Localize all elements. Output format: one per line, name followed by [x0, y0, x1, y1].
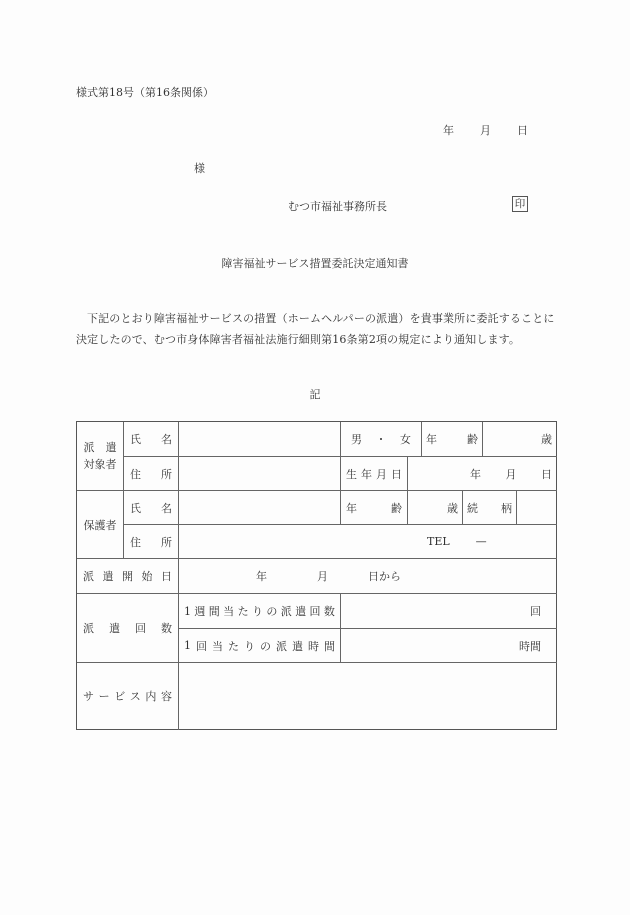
guardian-relation-label: 続 柄	[467, 501, 512, 515]
per-week-label: 1 週 間 当 た り の 派 遣 回 数	[184, 604, 335, 618]
guardian-name-field[interactable]	[179, 491, 340, 524]
ki-heading: 記	[309, 388, 321, 401]
per-visit-field[interactable]: 時間	[519, 639, 541, 653]
addressee-suffix: 様	[194, 162, 205, 175]
guardian-age-field[interactable]: 歳	[447, 501, 458, 515]
form-number: 様式第18号（第16条関係）	[76, 86, 214, 99]
per-visit-label: 1 回 当 た り の 派 遣 時 間	[184, 639, 335, 653]
dispatch-table	[76, 421, 557, 730]
target-address-label: 住 所	[130, 467, 172, 481]
body-paragraph: 下記のとおり障害福祉サービスの措置（ホームヘルパーの派遣）を貴事業所に委託することに決定したので、むつ市身体障害者福祉法施行細則第16条第2項の規定により通知します。	[76, 312, 555, 346]
target-name-field[interactable]	[179, 422, 340, 456]
per-week-field[interactable]: 回	[530, 605, 541, 618]
guardian-age-label: 年 齢	[346, 501, 402, 515]
date-month: 月	[480, 124, 491, 137]
guardian-label: 保護者	[83, 518, 117, 532]
birthdate-field[interactable]: 年 月 日	[470, 467, 552, 481]
guardian-address-field[interactable]	[179, 525, 557, 558]
target-age-field[interactable]: 歳	[541, 433, 552, 446]
target-age-label: 年 齢	[426, 433, 478, 446]
issue-date	[443, 122, 528, 138]
guardian-address-label: 住 所	[130, 535, 172, 549]
service-content-label: サ ー ビ ス 内 容	[83, 690, 172, 703]
dispatch-count-label: 派 遣 回 数	[83, 622, 172, 635]
target-address-field[interactable]	[179, 457, 340, 490]
start-date-label: 派 遣 開 始 日	[83, 570, 172, 583]
birthdate-label: 生 年 月 日	[346, 467, 402, 481]
sender-name: むつ市福祉事務所長	[288, 200, 387, 213]
guardian-name-label: 氏 名	[130, 501, 172, 515]
guardian-relation-field[interactable]	[517, 491, 557, 524]
document-title: 障害福祉サービス措置委託決定通知書	[221, 257, 409, 270]
dispatch-target-label: 派 遣 対象者	[83, 441, 117, 471]
date-day: 日	[517, 124, 528, 137]
tel-label: TEL	[427, 535, 450, 548]
service-content-field[interactable]	[179, 663, 557, 729]
target-name-label: 氏 名	[130, 433, 172, 446]
seal-mark: 印	[512, 196, 528, 212]
date-year: 年	[443, 124, 454, 137]
start-date-field[interactable]: 年 月 日から	[256, 570, 401, 583]
tel-dash: —	[475, 535, 487, 548]
target-gender-field[interactable]: 男 ・ 女	[351, 433, 411, 446]
